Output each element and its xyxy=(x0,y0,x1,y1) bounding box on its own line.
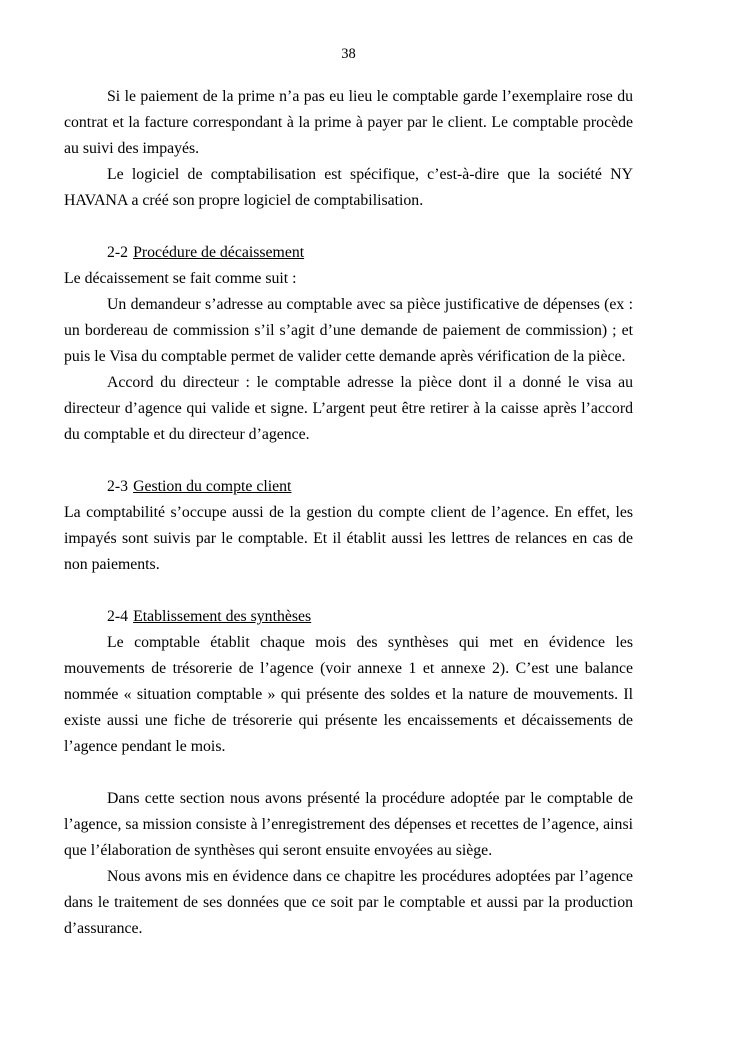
paragraph-accord-directeur: Accord du directeur : le comptable adresse la pièce dont il a donné le visa au directeur d’agence qui valide et signe. L’argent peut être retirer à la caisse après l’accord du comptable et du directeur d’agence. xyxy=(64,374,633,443)
section-heading-2-2 xyxy=(64,240,633,266)
paragraph-syntheses: Le comptable établit chaque mois des synthèses qui met en évidence les mouvements de trésorerie de l’agence (voir annexe 1 et annexe 2). C’est une balance nommée « situation comptable » qui présente des soldes et la nature de mouvements. Il existe aussi une fiche de trésorerie qui présente les encaissements et décaissements de l’agence pendant le mois. xyxy=(64,634,633,755)
section-heading-2-4 xyxy=(64,604,633,630)
heading-title: Etablissement des synthèses xyxy=(133,608,312,625)
paragraph-gestion-compte-client: La comptabilité s’occupe aussi de la gestion du compte client de l’agence. En effet, les impayés sont suivis par le comptable. Et il établit aussi les lettres de relances en cas de non paiements. xyxy=(64,504,633,573)
heading-title: Procédure de décaissement xyxy=(133,244,305,261)
paragraph-decaissement-intro: Le décaissement se fait comme suit : xyxy=(64,270,297,287)
heading-number: 2-2 xyxy=(107,244,129,261)
heading-title: Gestion du compte client xyxy=(133,478,292,495)
paragraph-section-resume: Dans cette section nous avons présenté la procédure adoptée par le comptable de l’agence, sa mission consiste à l’enregistrement des dépenses et recettes de l’agence, ainsi que l’élaboration de synthèses qui seront ensuite envoyées au siège. xyxy=(64,790,633,859)
paragraph-chapitre-conclusion: Nous avons mis en évidence dans ce chapitre les procédures adoptées par l’agence dans le traitement de ses données que ce soit par le comptable et aussi par la production d’assurance. xyxy=(64,868,633,937)
page-number: 38 xyxy=(341,46,356,62)
heading-number: 2-3 xyxy=(107,478,129,495)
section-heading-2-3 xyxy=(64,474,633,500)
paragraph-payment-prime: Si le paiement de la prime n’a pas eu lieu le comptable garde l’exemplaire rose du contrat et la facture correspondant à la prime à payer par le client. Le comptable procède au suivi des impayés. xyxy=(64,88,633,157)
paragraph-logiciel-comptabilisation: Le logiciel de comptabilisation est spécifique, c’est-à-dire que la société NY HAVANA a créé son propre logiciel de comptabilisation. xyxy=(64,166,633,209)
paragraph-demandeur: Un demandeur s’adresse au comptable avec sa pièce justificative de dépenses (ex : un bordereau de commission s’il s’agit d’une demande de paiement de commission) ; et puis le Visa du comptable permet de valider cette demande après vérification de la pièce. xyxy=(64,296,633,365)
heading-number: 2-4 xyxy=(107,608,129,625)
